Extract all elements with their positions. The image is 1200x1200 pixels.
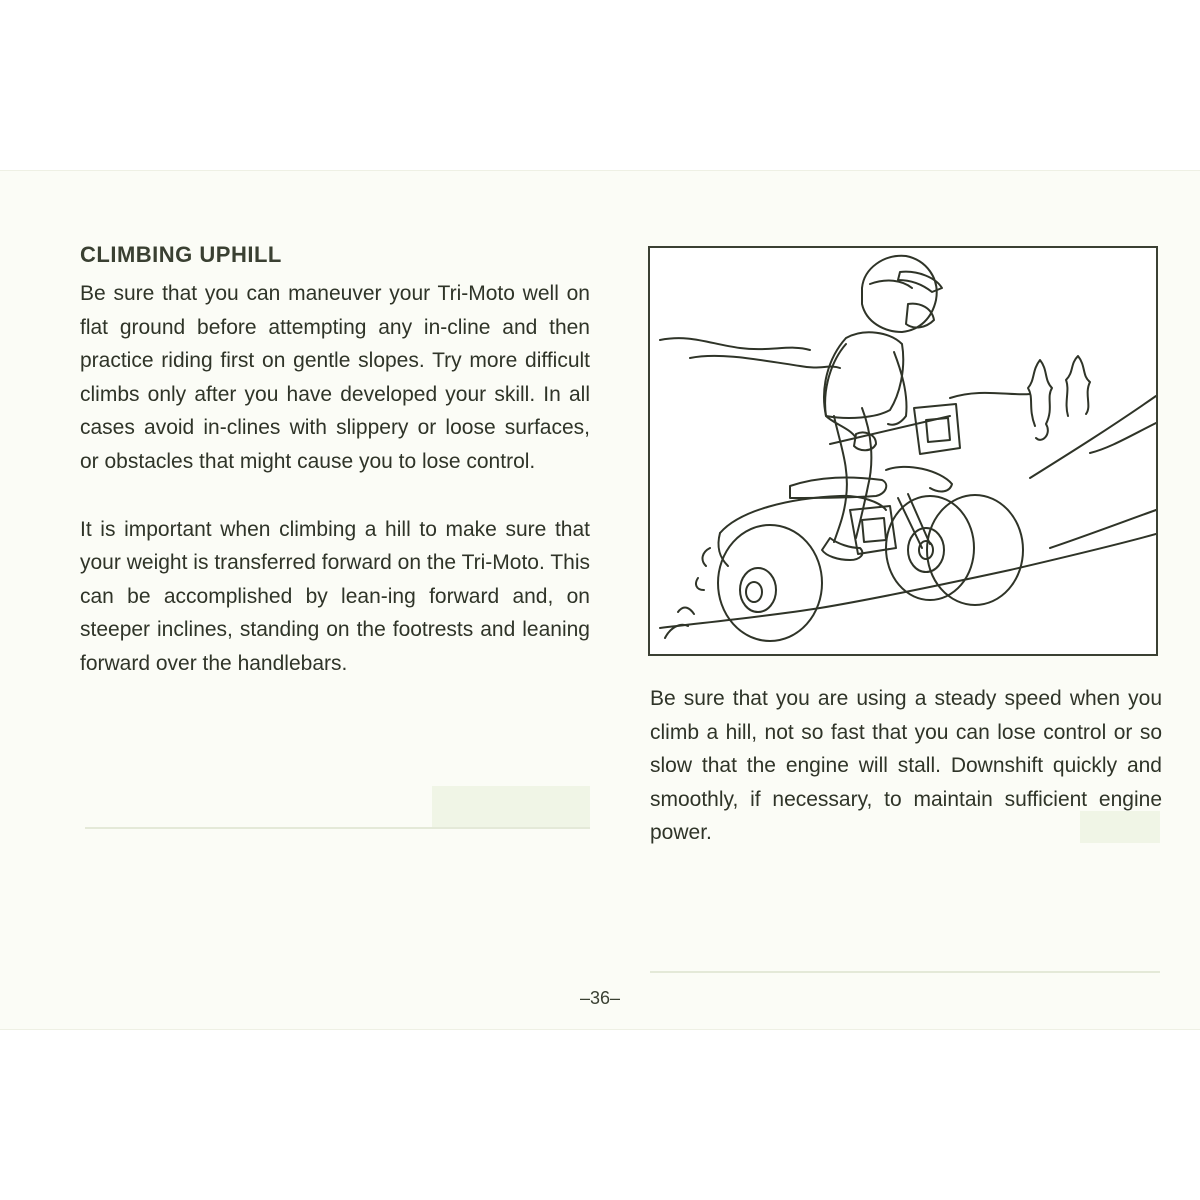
right-column	[650, 682, 1162, 850]
hill-slope	[1050, 510, 1156, 548]
rear-wheel-right	[927, 495, 1023, 605]
paragraph-practice: Be sure that you can maneuver your Tri-Moto well on flat ground before attempting any in-cline and then practice riding first on gentle slopes. Try more difficult climbs only after you have developed your skill. In all cases avoid in-clines with slippery or loose surfaces, or obstacles that might cause you to lose control.	[80, 282, 590, 473]
helmet-visor	[898, 272, 942, 292]
rider-helmet	[862, 256, 937, 332]
rider-torso	[824, 332, 903, 418]
front-fender	[886, 467, 952, 492]
rear-wheel-left	[718, 525, 822, 641]
rear-wheel-left-hub-inner	[746, 582, 762, 602]
bleed-through-box	[432, 786, 590, 828]
background-hills	[690, 356, 840, 368]
left-column	[80, 237, 590, 681]
paragraph-steady-speed: Be sure that you are using a steady speed when you climb a hill, not so fast that you can lose control or so slow that the engine will stall. Downshift quickly and smoothly, if necessary, to maintain sufficient engine power.	[650, 687, 1162, 845]
tree	[1066, 356, 1090, 416]
headlight-cowl	[914, 404, 960, 454]
background-hills	[660, 338, 810, 350]
rider-arm	[825, 344, 856, 438]
hill-slope	[1090, 423, 1156, 453]
bleed-through-rule	[650, 971, 1160, 973]
rider-leg	[834, 416, 847, 542]
paragraph-weight-forward: It is important when climbing a hill to make sure that your weight is transferred forward on the Tri-Moto. This can be accomplished by lean-ing forward and, on steeper inclines, standing on the footrests and leaning forward over the handlebars.	[80, 517, 590, 675]
bleed-through-rule	[85, 827, 590, 829]
background-hills	[950, 393, 1030, 398]
tree	[1028, 360, 1052, 440]
engine	[862, 518, 886, 542]
front-wheel	[886, 496, 974, 600]
rider-climbing-hill-drawing	[650, 248, 1156, 654]
page-number: –36–	[579, 988, 621, 1008]
section-title: CLIMBING UPHILL	[80, 242, 282, 267]
rider-climbing-hill-illustration	[648, 246, 1158, 656]
seat	[790, 478, 886, 498]
helmet-stripe	[870, 281, 912, 288]
